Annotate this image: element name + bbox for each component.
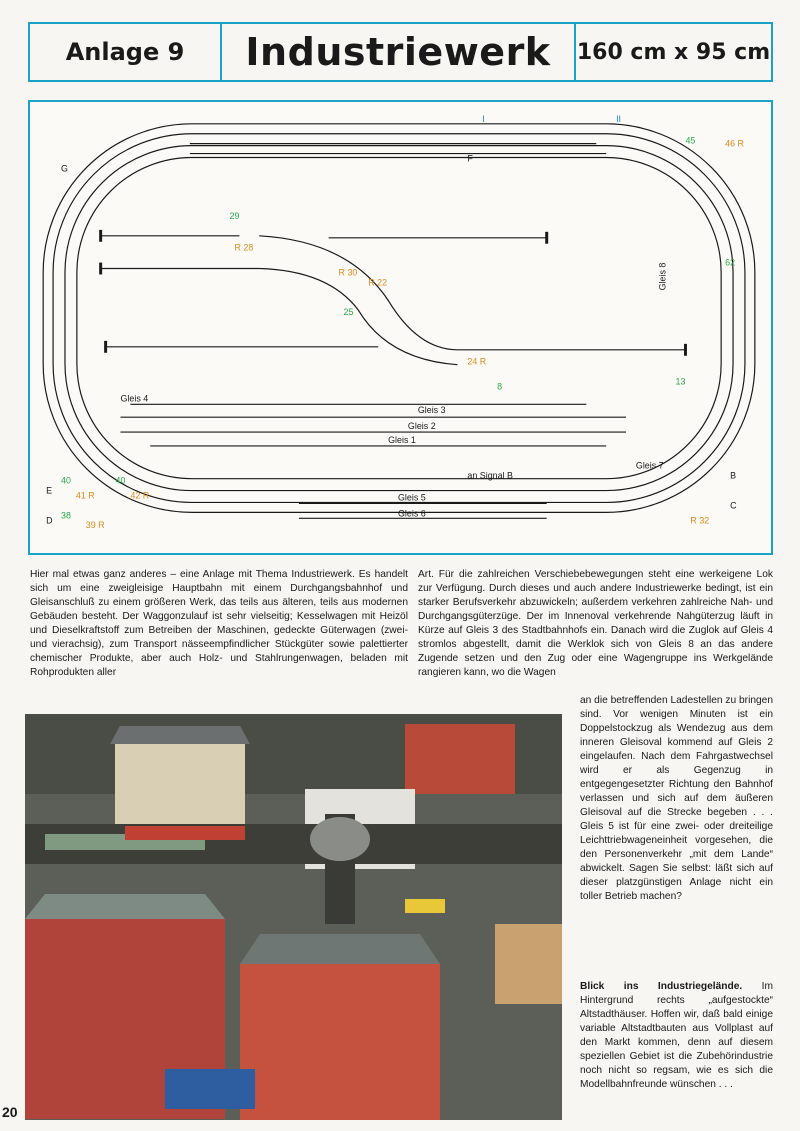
svg-text:41 R: 41 R bbox=[75, 490, 95, 501]
svg-text:46 R: 46 R bbox=[725, 138, 744, 149]
layout-photo bbox=[25, 714, 562, 1120]
label-gleis-7: Gleis 7 bbox=[635, 460, 664, 471]
label-gleis-1: Gleis 1 bbox=[388, 434, 416, 445]
svg-text:II: II bbox=[616, 113, 622, 124]
layout-label: Anlage 9 bbox=[30, 24, 222, 80]
svg-text:45: 45 bbox=[685, 135, 696, 146]
label-gleis-4: Gleis 4 bbox=[120, 393, 149, 404]
page-title: Industriewerk bbox=[222, 24, 576, 80]
layout-dimensions: 160 cm x 95 cm bbox=[576, 39, 771, 65]
photo-illustration bbox=[25, 714, 562, 1120]
label-gleis-6: Gleis 6 bbox=[398, 508, 426, 519]
svg-text:24 R: 24 R bbox=[467, 356, 487, 367]
label-gleis-3: Gleis 3 bbox=[417, 405, 446, 416]
photo-caption bbox=[580, 980, 773, 1092]
caption-text: Im Hintergrund rechts „aufgestockte“ Altstadthäuser. Hoffen wir, daß bald einige variable Altstadtbauten aus Vollplast auf den Markt kommen, denn auf diesem speziellen Gebiet ist die Zubehörindustrie noch nicht so regsam, wie es sich die Modellbahnfreunde wünschen . . . bbox=[580, 981, 773, 1090]
svg-text:B: B bbox=[730, 470, 737, 481]
svg-text:40: 40 bbox=[61, 475, 71, 486]
body-text-narrow: an die betreffenden Ladestellen zu bringen sind. Vor wenigen Minuten ist ein Doppelstockzug als Wendezug aus dem inneren Gleisoval kommend auf Gleis 2 eingelaufen. Nach dem Fahrgastwechsel wird er als Gegenzug in entgegengesetzter Richtung den Bahnhof verlassen und sich auf dem äußeren Gleisoval auf die Strecke begeben . . . Gleis 5 ist für eine zwei- oder dreiteilige Leichttriebwageneinheit vorgesehen, die den Personenverkehr „mit dem Lande“ abwickelt. Sagen Sie selbst: läßt sich auf dieser platzgünstigen Anlage nicht ein toller Betrieb machen? bbox=[580, 695, 773, 902]
svg-text:38: 38 bbox=[61, 510, 71, 521]
svg-text:25: 25 bbox=[343, 307, 354, 318]
svg-text:R 28: R 28 bbox=[234, 242, 254, 253]
svg-text:40: 40 bbox=[115, 475, 126, 486]
svg-text:R 30: R 30 bbox=[338, 267, 358, 278]
svg-text:39 R: 39 R bbox=[85, 520, 105, 531]
label-gleis-8: Gleis 8 bbox=[657, 262, 668, 291]
svg-text:D: D bbox=[46, 515, 53, 526]
label-gleis-5: Gleis 5 bbox=[398, 492, 426, 503]
track-plan-svg bbox=[30, 102, 771, 553]
svg-text:I: I bbox=[482, 113, 485, 124]
svg-text:E: E bbox=[46, 485, 53, 496]
svg-text:C: C bbox=[730, 500, 737, 511]
svg-text:F: F bbox=[467, 153, 473, 164]
svg-text:42 R: 42 R bbox=[130, 490, 150, 501]
label-gleis-2: Gleis 2 bbox=[407, 421, 436, 432]
page-header bbox=[28, 22, 773, 82]
page-number: 20 bbox=[2, 1104, 18, 1120]
body-text-left: Hier mal etwas ganz anderes – eine Anlage mit Thema Industriewerk. Es handelt sich um eine zweigleisige Hauptbahn mit einem Durchgangsbahnhof und Gleisanschluß zu einem größeren Werk, das teils aus älteren, teils aus modernen Gebäuden besteht. Der Waggonzulauf ist sehr vielseitig; Kesselwagen mit Heizöl und Dieselkraftstoff zum Betreiben der Maschinen, gedeckte Güterwagen (zwei- und vierachsig), zum Transport nässeempfindlicher Stückgüter sowie palettierter chemischer Produkte, aber auch Holz- und Stahlrungenwagen, beladen mit Rohprodukten aller bbox=[30, 569, 408, 678]
label-an-signal-b: an Signal B bbox=[467, 470, 513, 481]
svg-text:62: 62 bbox=[725, 257, 736, 268]
svg-text:29: 29 bbox=[229, 210, 240, 221]
body-text-right: Art. Für die zahlreichen Verschiebebewegungen steht eine werkeigene Lok zur Verfügung. Durch dieses und auch andere Industriewerke bedingt, ist ein starker Berufsverkehr abzuwickeln; außerdem verkehren zahlreiche Nah- und Durchgangsgüterzüge. Der im Innenoval verkehrende Nahgüterzug läuft in Kürze auf Gleis 3 des Stadtbahnhofs ein. Danach wird die Zuglok auf Gleis 4 stromlos abgestellt, damit die Werklok sich von Gleis 8 an das andere Zugende setzen und den Zug oder eine Wagengruppe ins Werkgelände rangieren kann, wo die Wagen bbox=[418, 569, 773, 678]
svg-text:8: 8 bbox=[497, 381, 503, 392]
svg-text:R 32: R 32 bbox=[690, 515, 710, 526]
svg-text:R 22: R 22 bbox=[368, 277, 388, 288]
caption-title: Blick ins Industriegelände. bbox=[580, 981, 743, 992]
svg-text:13: 13 bbox=[675, 376, 686, 387]
svg-text:G: G bbox=[61, 163, 68, 174]
track-plan-diagram bbox=[28, 100, 773, 555]
